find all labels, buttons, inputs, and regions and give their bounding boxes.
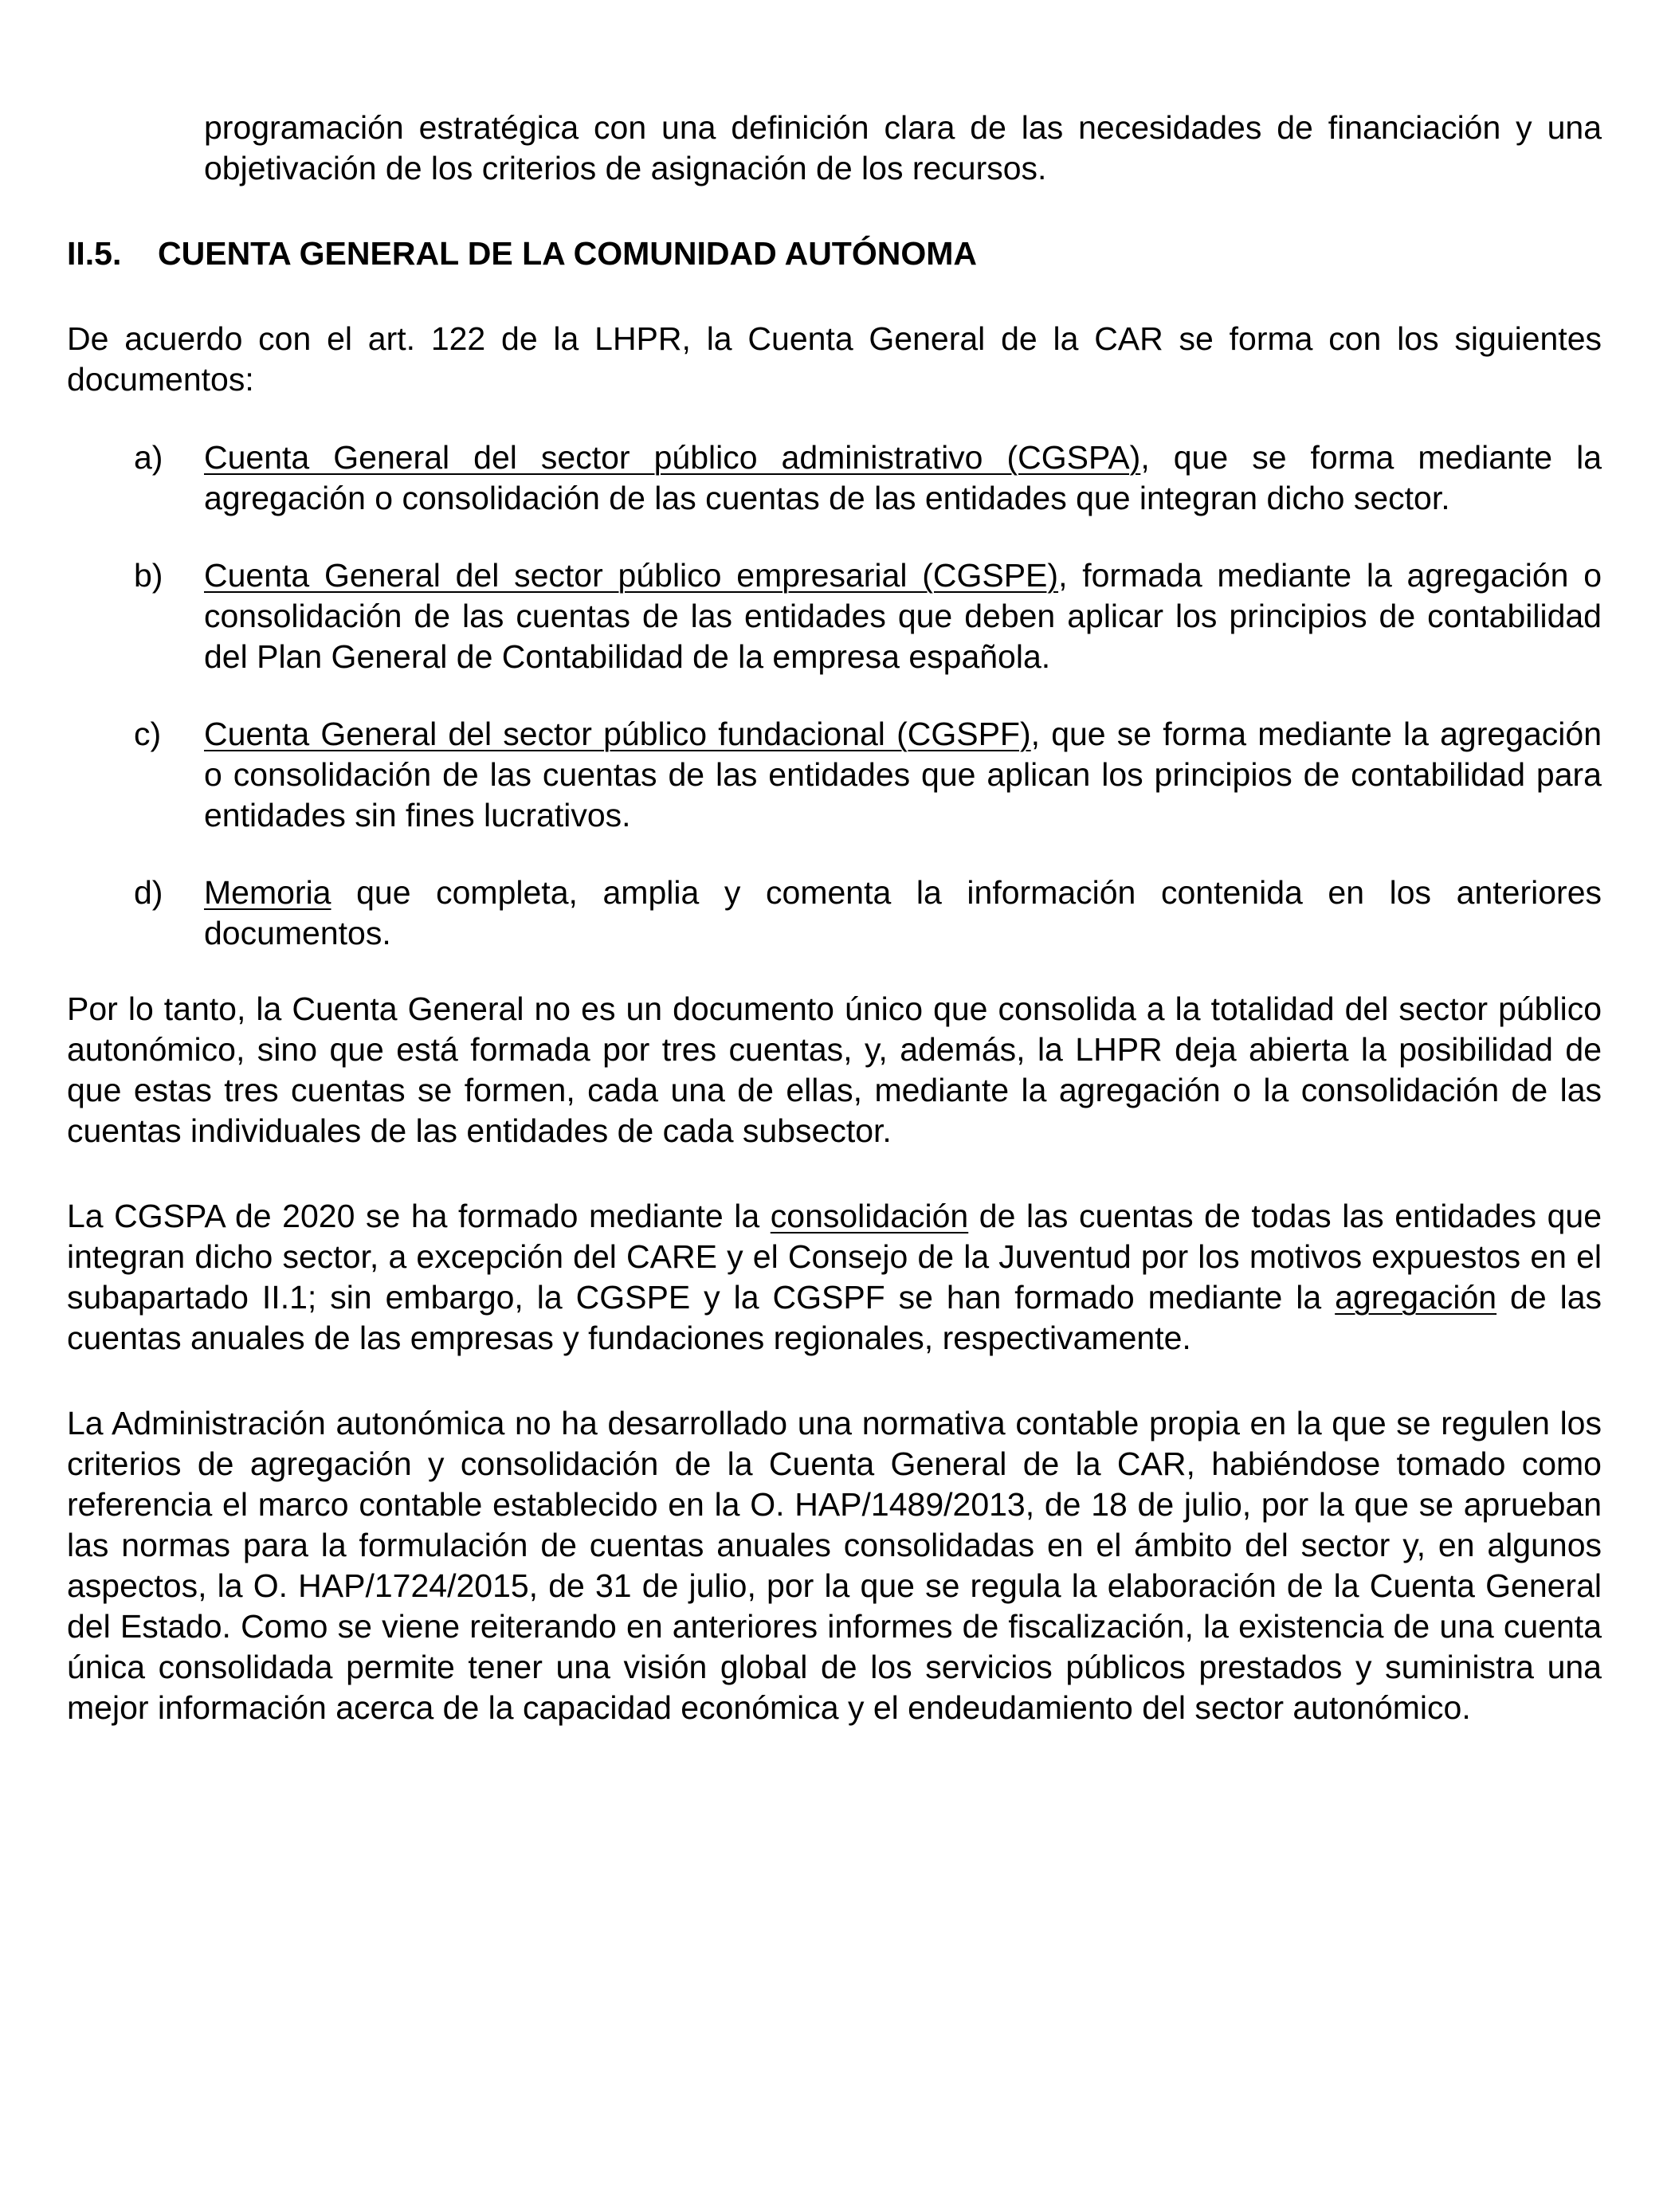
list-underlined-term: Cuenta General del sector público fundacional (CGSPF) [204, 716, 1031, 752]
section-heading [67, 233, 1602, 274]
list-item-c [67, 714, 1602, 836]
list-item-b [67, 555, 1602, 677]
intro-continuation: programación estratégica con una definición clara de las necesidades de financiación y una objetivación de los criterios de asignación de los recursos. [204, 109, 1602, 186]
list-body [204, 437, 1602, 519]
section-title: CUENTA GENERAL DE LA COMUNIDAD AUTÓNOMA [158, 235, 978, 272]
document-page [67, 108, 1602, 1728]
list-body [204, 714, 1602, 836]
list-text: , que se forma mediante la agregación o consolidación de las cuentas de las entidades que integran dicho sector. [204, 439, 1602, 516]
lead-paragraph: De acuerdo con el art. 122 de la LHPR, la Cuenta General de la CAR se forma con los siguientes documentos: [67, 320, 1602, 398]
paragraph-2: Por lo tanto, la Cuenta General no es un documento único que consolida a la totalidad del sector público autonómico, sino que está formada por tres cuentas, y, además, la LHPR deja abierta la posibilidad de que estas tres cuentas se formen, cada una de ellas, mediante la agregación o la consolidación de las cuentas individuales de las entidades de cada subsector. [67, 990, 1602, 1149]
underlined-consolidacion: consolidación [770, 1198, 969, 1234]
list-marker: a) [134, 439, 163, 476]
paragraph-3-part3: de las cuentas anuales de las empresas y fundaciones regionales, respectivamente. [67, 1279, 1602, 1356]
list-marker: b) [134, 557, 163, 594]
paragraph-3 [67, 1196, 1602, 1359]
section-number: II.5. [67, 235, 122, 272]
list-body [204, 555, 1602, 677]
paragraph-3-part1: La CGSPA de 2020 se ha formado mediante la [67, 1198, 771, 1234]
list-body [204, 873, 1602, 954]
paragraph-4: La Administración autonómica no ha desarrollado una normativa contable propia en la que se regulen los criterios de agregación y consolidación de la Cuenta General de la CAR, habiéndose tomado como referencia el marco contable establecido en la O. HAP/1489/2013, de 18 de julio, por la que se aprueban las normas para la formulación de cuentas anuales consolidadas en el ámbito del sector y, en algunos aspectos, la O. HAP/1724/2015, de 31 de julio, por la que se regula la elaboración de la Cuenta General del Estado. Como se viene reiterando en anteriores informes de fiscalización, la existencia de una cuenta única consolidada permite tener una visión global de los servicios públicos prestados y suministra una mejor información acerca de la capacidad económica y el endeudamiento del sector autonómico. [67, 1405, 1602, 1726]
list-text: que completa, amplia y comenta la información contenida en los anteriores documentos. [204, 874, 1602, 951]
list-item-a [67, 437, 1602, 519]
underlined-agregacion: agregación [1335, 1279, 1497, 1316]
list-underlined-term: Memoria [204, 874, 331, 911]
list-text: , formada mediante la agregación o consolidación de las cuentas de las entidades que deben aplicar los principios de contabilidad del Plan General de Contabilidad de la empresa española. [204, 557, 1602, 675]
list-item-d [67, 873, 1602, 954]
list-underlined-term: Cuenta General del sector público empresarial (CGSPE) [204, 557, 1059, 594]
list-marker: d) [134, 874, 163, 911]
paragraph-3-part2: de las cuentas de todas las entidades que integran dicho sector, a excepción del CARE y el Consejo de la Juventud por los motivos expuestos en el subapartado II.1; sin embargo, la CGSPE y la CGSPF se han formado mediante la [67, 1198, 1602, 1316]
list-marker: c) [134, 716, 162, 752]
list-text: , que se forma mediante la agregación o consolidación de las cuentas de las entidades que aplican los principios de contabilidad para entidades sin fines lucrativos. [204, 716, 1602, 833]
list-underlined-term: Cuenta General del sector público administrativo (CGSPA) [204, 439, 1141, 476]
